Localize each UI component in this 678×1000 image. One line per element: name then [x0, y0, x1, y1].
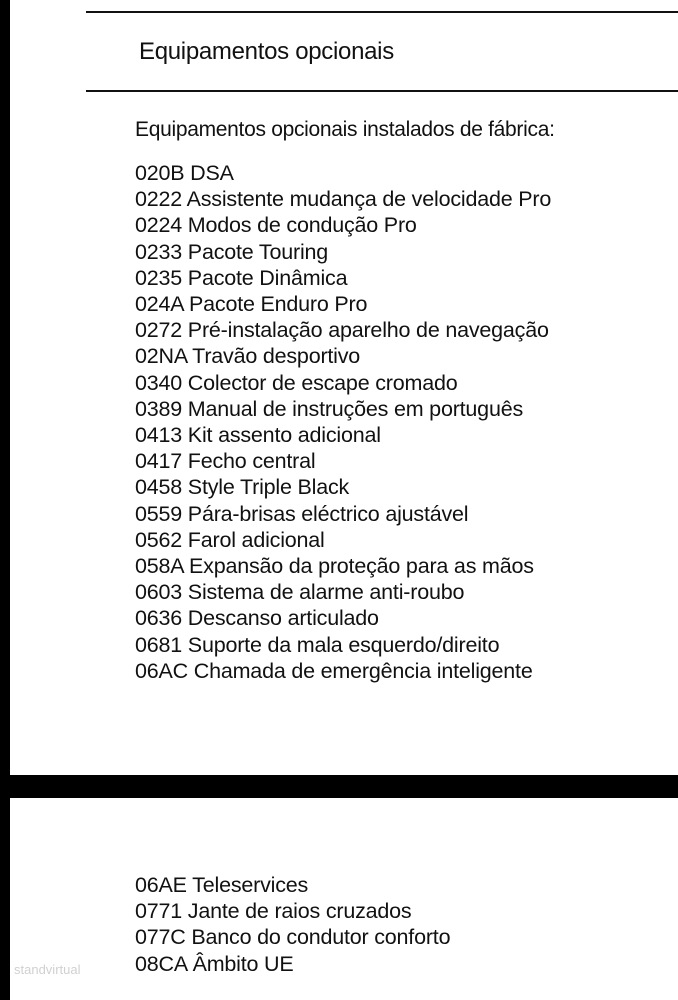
list-item: 0562 Farol adicional: [135, 527, 325, 552]
document-page-bottom: [10, 798, 678, 1000]
factory-options-heading: Equipamentos opcionais instalados de fábrica:: [135, 118, 555, 141]
list-item: 0272 Pré-instalação aparelho de navegação: [135, 318, 549, 343]
watermark: standvirtual: [14, 962, 81, 977]
list-item: 020B DSA: [135, 161, 234, 185]
list-item: 0417 Fecho central: [135, 449, 316, 474]
list-item: 06AE Teleservices: [135, 873, 309, 897]
factory-options-list: [135, 160, 551, 684]
list-item: 02NA Travão desportivo: [135, 344, 361, 369]
list-item: 024A Pacote Enduro Pro: [135, 292, 368, 317]
list-item: 0681 Suporte da mala esquerdo/direito: [135, 632, 500, 657]
list-item: 0224 Modos de condução Pro: [135, 213, 417, 238]
list-item: 0458 Style Triple Black: [135, 475, 350, 500]
list-item: 058A Expansão da proteção para as mãos: [135, 554, 534, 579]
list-item: 077C Banco do condutor conforto: [135, 925, 451, 950]
list-item: 0636 Descanso articulado: [135, 606, 379, 631]
list-item: 0603 Sistema de alarme anti-roubo: [135, 580, 465, 605]
factory-options-list-continued: [135, 872, 450, 977]
list-item: 06AC Chamada de emergência inteligente: [135, 658, 533, 683]
section-title: Equipamentos opcionais: [139, 38, 394, 65]
list-item: 0771 Jante de raios cruzados: [135, 899, 412, 924]
list-item: 0233 Pacote Touring: [135, 239, 329, 264]
document-page-top: [10, 0, 678, 775]
list-item: 0413 Kit assento adicional: [135, 423, 381, 448]
list-item: 0389 Manual de instruções em português: [135, 396, 524, 421]
list-item: 0559 Pára-brisas eléctrico ajustável: [135, 501, 469, 526]
header-divider: [86, 90, 678, 92]
list-item: 0222 Assistente mudança de velocidade Pro: [135, 187, 552, 212]
list-item: 08CA Âmbito UE: [135, 951, 294, 976]
list-item: 0340 Colector de escape cromado: [135, 370, 458, 395]
top-divider: [86, 11, 678, 13]
list-item: 0235 Pacote Dinâmica: [135, 265, 348, 290]
